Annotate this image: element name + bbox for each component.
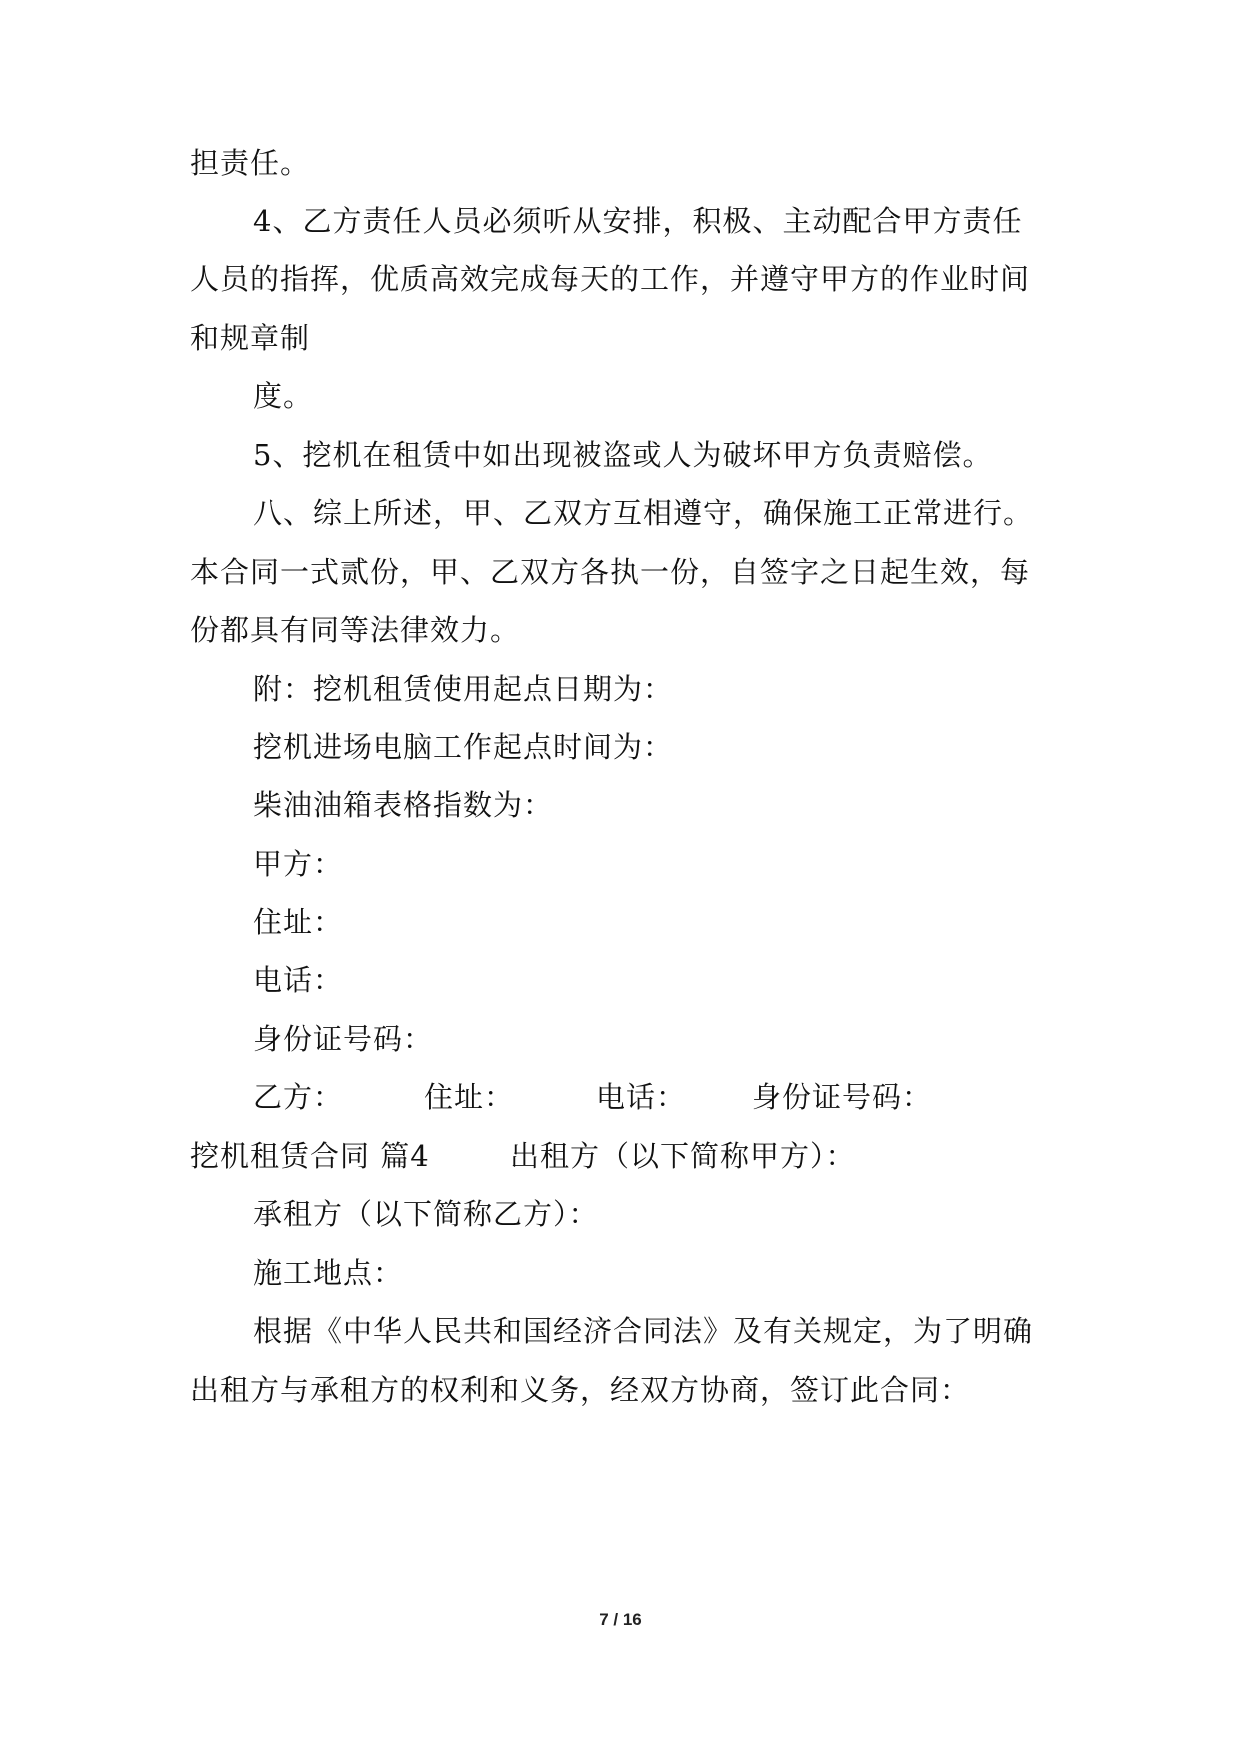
text-line: 和规章制 <box>190 321 311 355</box>
text-line: 份都具有同等法律效力。 <box>190 613 521 647</box>
lessor-label: 出租方（以下简称甲方）： <box>510 1139 856 1173</box>
address-label: 住址： <box>424 1080 515 1114</box>
page-number: 7 / 16 <box>599 1610 642 1629</box>
text-line: 根据《中华人民共和国经济合同法》及有关规定，为了明确 <box>253 1314 1034 1348</box>
text-line: 4、乙方责任人员必须听从安排，积极、主动配合甲方责任 <box>253 204 1023 238</box>
section-heading-row <box>0 1136 1241 1176</box>
text-line: 出租方与承租方的权利和义务，经双方协商，签订此合同： <box>190 1373 971 1407</box>
text-line: 担责任。 <box>190 146 311 180</box>
text-line: 施工地点： <box>253 1256 404 1290</box>
text-line: 八、综上所述，甲、乙双方互相遵守，确保施工正常进行。 <box>253 496 1034 530</box>
text-line: 住址： <box>253 905 344 939</box>
party-b-label: 乙方： <box>253 1080 344 1114</box>
text-line: 甲方： <box>253 847 344 881</box>
text-line: 电话： <box>253 963 344 997</box>
section-title: 挖机租赁合同 篇4 <box>190 1139 430 1173</box>
phone-label: 电话： <box>596 1080 687 1114</box>
text-line: 人员的指挥，优质高效完成每天的工作，并遵守甲方的作业时间 <box>190 262 1031 296</box>
party-b-row <box>0 1077 1241 1117</box>
text-line: 附：挖机租赁使用起点日期为： <box>253 672 674 706</box>
text-line: 承租方（以下简称乙方）： <box>253 1197 599 1231</box>
text-line: 度。 <box>253 379 314 413</box>
text-line: 挖机进场电脑工作起点时间为： <box>253 730 674 764</box>
text-line: 柴油油箱表格指数为： <box>253 788 554 822</box>
text-line: 5、挖机在租赁中如出现被盗或人为破坏甲方负责赔偿。 <box>253 438 993 472</box>
text-line: 本合同一式贰份，甲、乙双方各执一份，自签字之日起生效，每 <box>190 555 1031 589</box>
id-number-label: 身份证号码： <box>752 1080 933 1114</box>
text-line: 身份证号码： <box>253 1022 434 1056</box>
